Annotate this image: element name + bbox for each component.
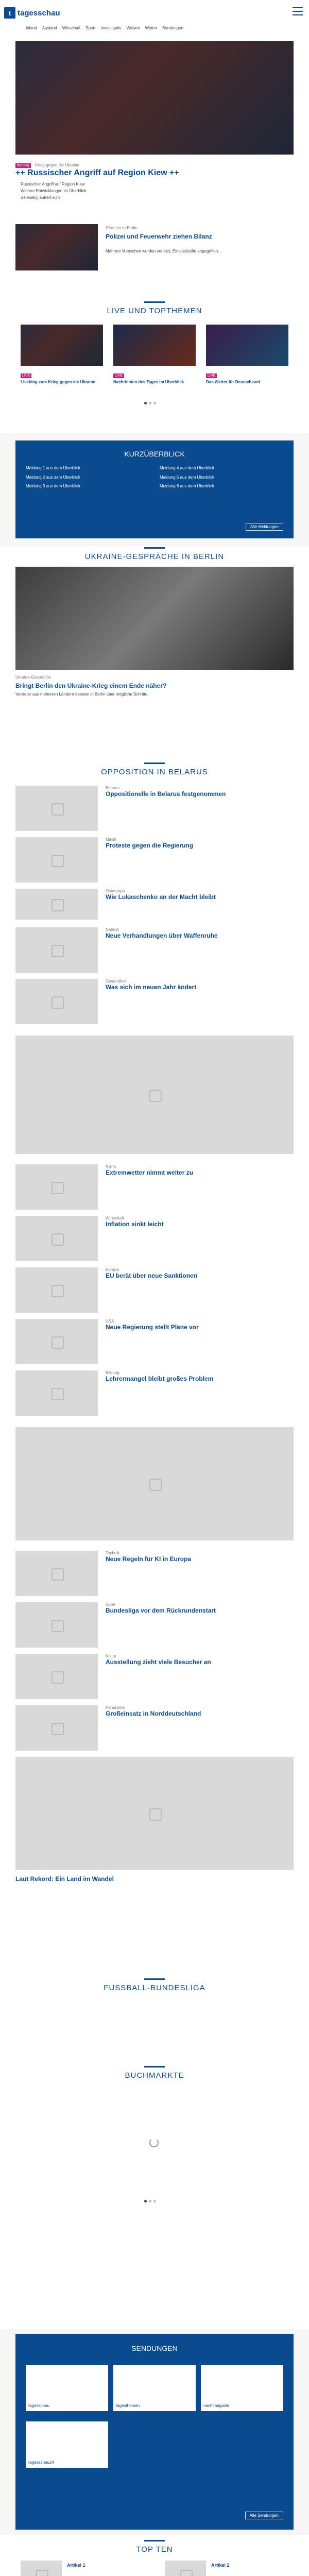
carousel-dots[interactable] bbox=[144, 2200, 156, 2202]
live-title[interactable]: Liveblog zum Krieg gegen die Ukraine bbox=[21, 380, 95, 384]
topten-item[interactable]: Artikel 2 bbox=[165, 2561, 278, 2576]
site-logo[interactable] bbox=[4, 7, 61, 19]
teaser-image-placeholder bbox=[15, 1602, 98, 1648]
sendung-card[interactable] bbox=[113, 2365, 196, 2411]
teaser-kicker: Europa bbox=[106, 1267, 119, 1272]
hamburger-menu-icon[interactable] bbox=[293, 7, 303, 15]
teaser-title[interactable]: Ausstellung zieht viele Besucher an bbox=[106, 1658, 211, 1666]
kurz-item[interactable]: Meldung 4 aus dem Überblick bbox=[160, 466, 214, 470]
teaser-title[interactable]: EU berät über neue Sanktionen bbox=[106, 1272, 198, 1279]
nav-item[interactable]: Sendungen bbox=[162, 26, 184, 30]
feed-big-title[interactable]: Laut Rekord: Ein Land im Wandel bbox=[15, 1875, 114, 1883]
teaser-image-placeholder bbox=[15, 1319, 98, 1364]
sendungen-box bbox=[15, 2334, 294, 2530]
teaser-kicker: Nahost bbox=[106, 927, 119, 932]
main-nav bbox=[26, 26, 183, 30]
bundesliga-section bbox=[0, 1968, 309, 2329]
teaser-title[interactable]: Polizei und Feuerwehr ziehen Bilanz bbox=[106, 233, 212, 240]
hero-bullet[interactable]: Russischer Angriff auf Region Kiew bbox=[21, 182, 85, 187]
sendung-card[interactable] bbox=[201, 2365, 283, 2411]
teaser[interactable] bbox=[15, 979, 294, 1024]
section-heading: BUCHMARKTE bbox=[0, 2071, 309, 2080]
teaser[interactable] bbox=[15, 1164, 294, 1210]
topten-section bbox=[0, 2535, 309, 2576]
sendung-card[interactable] bbox=[26, 2365, 108, 2411]
liveblog-badge: liveblog bbox=[15, 163, 31, 168]
section-heading: OPPOSITION IN BELARUS bbox=[0, 768, 309, 776]
teaser-image-placeholder bbox=[15, 1551, 98, 1596]
nav-item[interactable]: Investigativ bbox=[100, 26, 122, 30]
ukraine-kicker: Ukraine-Gespräche bbox=[15, 675, 52, 680]
kurz-item[interactable]: Meldung 1 aus dem Überblick bbox=[26, 466, 80, 470]
teaser-kicker: Gesundheit bbox=[106, 979, 127, 984]
section-heading: UKRAINE-GESPRÄCHE IN BERLIN bbox=[0, 552, 309, 561]
teaser-title[interactable]: Inflation sinkt leicht bbox=[106, 1221, 164, 1228]
teaser-image-placeholder bbox=[15, 1267, 98, 1313]
teaser[interactable] bbox=[15, 1216, 294, 1261]
teaser-title[interactable]: Proteste gegen die Regierung bbox=[106, 842, 194, 849]
live-image[interactable] bbox=[21, 325, 103, 366]
teaser-kicker: USA bbox=[106, 1319, 114, 1324]
teaser[interactable] bbox=[15, 1319, 294, 1364]
hero-title[interactable]: ++ Russischer Angriff auf Region Kiew ++ bbox=[15, 168, 179, 177]
nav-item[interactable]: Ausland bbox=[42, 26, 57, 30]
teaser[interactable] bbox=[15, 1551, 294, 1596]
teaser-title[interactable]: Neue Regeln für KI in Europa bbox=[106, 1555, 192, 1563]
teaser[interactable] bbox=[15, 1705, 294, 1751]
sendung-title: tagesschau24 bbox=[28, 2460, 54, 2465]
teaser-image-placeholder bbox=[15, 1216, 98, 1261]
teaser-kicker: Kultur bbox=[106, 1654, 116, 1658]
teaser-kicker: Sport bbox=[106, 1602, 116, 1607]
section-heading: KURZÜBERBLICK bbox=[124, 450, 185, 458]
live-badge: LIVE bbox=[21, 374, 31, 378]
teaser-image-placeholder bbox=[15, 1370, 98, 1416]
teaser-kicker: Osteuropa bbox=[106, 889, 125, 893]
live-image[interactable] bbox=[206, 325, 288, 366]
section-heading: FUSSBALL-BUNDESLIGA bbox=[0, 1984, 309, 1992]
teaser-kicker: Panorama bbox=[106, 1705, 125, 1710]
kurz-item[interactable]: Meldung 2 aus dem Überblick bbox=[26, 474, 80, 480]
live-title[interactable]: Das Wetter für Deutschland bbox=[206, 380, 260, 384]
teaser-image-placeholder bbox=[15, 1654, 98, 1699]
nav-item[interactable]: Wirtschaft bbox=[62, 26, 81, 30]
ukraine-desc: Vertreter aus mehreren Ländern beraten in Berlin über mögliche Schritte. bbox=[15, 692, 149, 697]
nav-item[interactable]: Sport bbox=[85, 26, 96, 30]
sendung-card[interactable] bbox=[26, 2421, 108, 2468]
hero-bullet[interactable]: Selenskyj äußert sich bbox=[21, 195, 60, 200]
kurz-item[interactable]: Meldung 3 aus dem Überblick bbox=[26, 484, 80, 489]
teaser-title[interactable]: Wie Lukaschenko an der Macht bleibt bbox=[106, 893, 216, 901]
kurz-item[interactable]: Meldung 6 aus dem Überblick bbox=[160, 484, 214, 489]
section-heading: TOP TEN bbox=[0, 2545, 309, 2554]
logo-mark: t bbox=[4, 7, 15, 19]
kurzueberblick-box bbox=[15, 440, 294, 538]
hero-kicker: Krieg gegen die Ukraine bbox=[35, 163, 80, 167]
sendung-title: tagesschau bbox=[28, 2403, 49, 2408]
hero-image[interactable] bbox=[15, 41, 294, 155]
live-badge: LIVE bbox=[206, 374, 217, 378]
teaser-image-placeholder bbox=[15, 1705, 98, 1751]
large-image-placeholder[interactable] bbox=[15, 1427, 294, 1540]
ukraine-section bbox=[0, 546, 309, 716]
belarus-section bbox=[0, 716, 309, 922]
teaser-image-placeholder bbox=[15, 1164, 98, 1210]
teaser[interactable] bbox=[15, 1267, 294, 1313]
nav-item[interactable]: Inland bbox=[26, 26, 37, 30]
teaser-desc: Mehrere Menschen wurden verletzt, Einsatzkräfte angegriffen. bbox=[106, 249, 219, 253]
teaser-title[interactable]: Extremwetter nimmt weiter zu bbox=[106, 1169, 194, 1176]
hero-bullet[interactable]: Weitere Entwicklungen im Überblick bbox=[21, 189, 87, 193]
teaser-image-placeholder bbox=[15, 837, 98, 883]
live-title[interactable]: Nachrichten des Tages im Überblick bbox=[113, 380, 184, 384]
live-image[interactable] bbox=[113, 325, 196, 366]
teaser-title[interactable]: Oppositionelle in Belarus festgenommen bbox=[106, 790, 226, 798]
teaser-title[interactable]: Lehrermangel bleibt großes Problem bbox=[106, 1375, 214, 1382]
section-heading: SENDUNGEN bbox=[131, 2344, 178, 2352]
teaser-title[interactable]: Neue Verhandlungen über Waffenruhe bbox=[106, 932, 218, 939]
teaser[interactable] bbox=[15, 1654, 294, 1699]
more-link[interactable]: Alle Sendungen bbox=[245, 2512, 284, 2519]
teaser[interactable] bbox=[15, 927, 294, 973]
hero-section bbox=[0, 36, 309, 222]
teaser-image-placeholder bbox=[15, 889, 98, 920]
section-heading: LIVE UND TOPTHEMEN bbox=[0, 307, 309, 315]
carousel-dots[interactable] bbox=[144, 402, 156, 404]
teaser-image-placeholder bbox=[15, 786, 98, 831]
teaser-image-placeholder bbox=[15, 927, 98, 973]
teaser-kicker: Wirtschaft bbox=[106, 1216, 124, 1221]
teaser[interactable] bbox=[15, 1602, 294, 1648]
teaser-kicker: Silvester in Berlin bbox=[106, 226, 138, 230]
site-header bbox=[0, 0, 309, 36]
large-image-placeholder[interactable] bbox=[15, 1036, 294, 1154]
nav-item[interactable]: Wissen bbox=[126, 26, 140, 30]
live-badge: LIVE bbox=[113, 374, 124, 378]
logo-name: tagesschau bbox=[18, 8, 60, 18]
topten-item[interactable]: Artikel 1 bbox=[21, 2561, 134, 2576]
news-feed bbox=[0, 922, 309, 1968]
nav-item[interactable]: Wetter bbox=[145, 26, 158, 30]
teaser-kicker: Klima bbox=[106, 1164, 116, 1169]
large-image-placeholder[interactable] bbox=[15, 1757, 294, 1870]
ukraine-title[interactable]: Bringt Berlin den Ukraine-Krieg einem Ende näher? bbox=[15, 682, 167, 689]
sendung-title: nachtmagazin bbox=[203, 2403, 229, 2408]
teaser-kicker: Technik bbox=[106, 1551, 120, 1555]
more-link[interactable]: Alle Meldungen bbox=[246, 523, 283, 531]
teaser-kicker: Belarus bbox=[106, 786, 120, 790]
teaser-title[interactable]: Was sich im neuen Jahr ändert bbox=[106, 984, 197, 991]
teaser-title[interactable]: Großeinsatz in Norddeutschland bbox=[106, 1710, 201, 1717]
kurz-item[interactable]: Meldung 5 aus dem Überblick bbox=[160, 474, 214, 480]
sendung-title: tagesthemen bbox=[116, 2403, 140, 2408]
teaser-kicker: Minsk bbox=[106, 837, 116, 842]
second-teaser bbox=[0, 222, 309, 278]
teaser-title[interactable]: Neue Regierung stellt Pläne vor bbox=[106, 1324, 199, 1331]
ukraine-image[interactable] bbox=[15, 567, 294, 670]
teaser[interactable] bbox=[15, 837, 294, 883]
teaser-image-placeholder bbox=[15, 979, 98, 1024]
teaser-kicker: Bildung bbox=[106, 1370, 119, 1375]
teaser[interactable] bbox=[15, 889, 294, 920]
loading-spinner-icon bbox=[149, 2138, 159, 2147]
teaser-image[interactable] bbox=[15, 224, 98, 270]
live-section bbox=[0, 278, 309, 433]
teaser[interactable] bbox=[15, 786, 294, 831]
teaser-title[interactable]: Bundesliga vor dem Rückrundenstart bbox=[106, 1607, 216, 1614]
teaser[interactable] bbox=[15, 1370, 294, 1416]
